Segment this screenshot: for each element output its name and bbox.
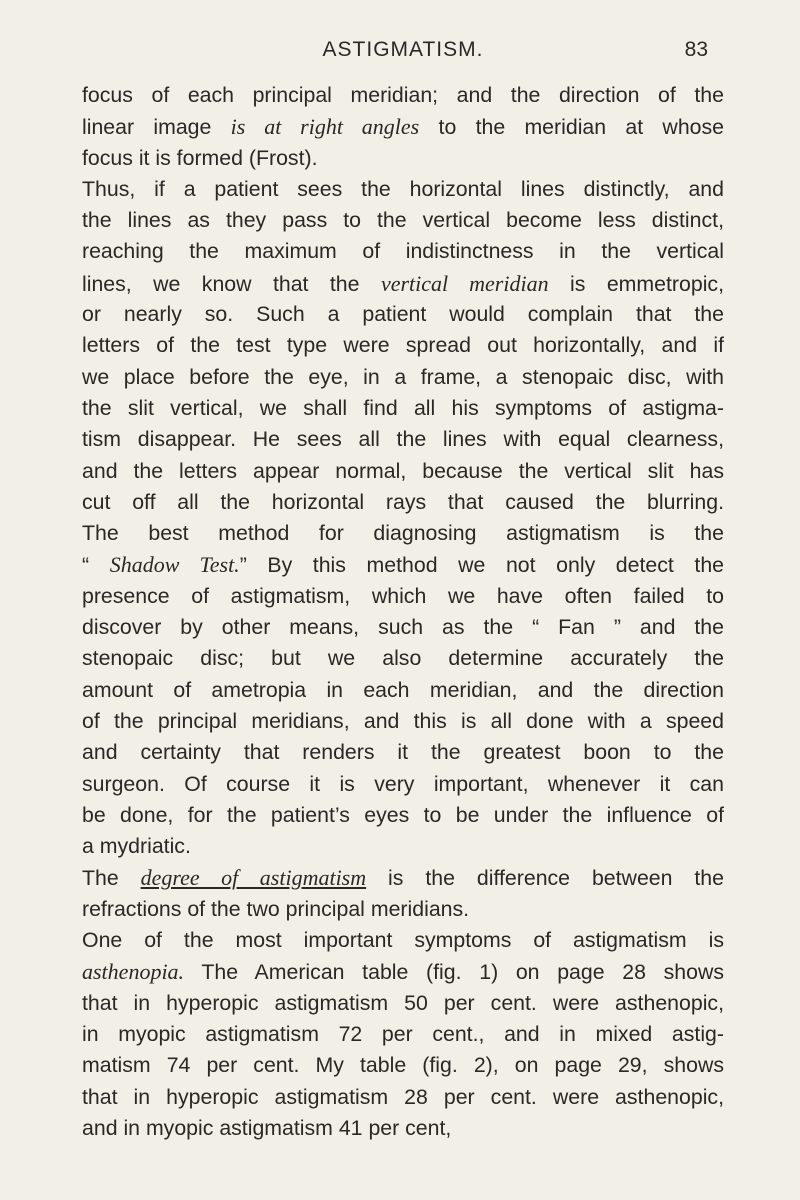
text-run: lines, we know that the [82,271,381,296]
text-line: surgeon. Of course it is very important, whenever it can [82,771,724,796]
text-line: stenopaic disc; but we also determine accurately the [82,646,724,671]
text-run: ” By this method we not only detect the [239,553,724,578]
text-line: amount of ametropia in each meridian, and the direction [82,677,724,702]
text-line: of the principal meridians, and this is all done with a speed [82,708,724,733]
text-line: we place before the eye, in a frame, a stenopaic disc, with [82,364,724,389]
text-run: to the meridian at whose [419,115,724,140]
text-line: matism 74 per cent. My table (fig. 2), on page 29, shows [82,1053,724,1078]
text-run: “ [82,553,110,578]
text-line: and the letters appear normal, because the vertical slit has [82,458,724,483]
text-line: and certainty that renders it the greatest boon to the [82,740,724,765]
page-number: 83 [684,38,708,61]
text-line: focus it is formed (Frost). [82,145,318,170]
text-line: letters of the test type were spread out horizontally, and if [82,333,724,358]
text-line: tism disappear. He sees all the lines with equal clearness, [82,427,724,452]
text-line: the slit vertical, we shall find all his symptoms of astigma- [82,395,724,420]
text-run: is the difference between the [366,866,724,891]
italic-phrase: asthenopia. [82,959,185,985]
text-run: The [82,866,141,891]
text-line: be done, for the patient’s eyes to be under the influence of [82,802,724,827]
text-run: The American table (fig. 1) on page 28 shows [184,960,724,985]
italic-phrase: Shadow Test. [109,552,240,578]
text-line [82,956,724,987]
text-line [82,268,724,299]
text-run: is emmetropic, [548,271,724,296]
text-line: reaching the maximum of indistinctness in the vertical [82,239,724,264]
text-line: and in myopic astigmatism 41 per cent, [82,1115,452,1140]
text-line: discover by other means, such as the “ Fan ” and the [82,615,724,640]
text-line: that in hyperopic astigmatism 28 per cent. were asthenopic, [82,1084,724,1109]
page-header-title: ASTIGMATISM. [322,38,484,61]
text-line: the lines as they pass to the vertical become less distinct, [82,208,724,233]
text-line: The best method for diagnosing astigmatism is the [82,521,724,546]
text-line: in myopic astigmatism 72 per cent., and in mixed astig- [82,1021,724,1046]
text-line: Thus, if a patient sees the horizontal lines distinctly, and [82,176,724,201]
text-line: refractions of the two principal meridians. [82,896,470,921]
italic-phrase: vertical meridian [380,270,549,296]
italic-phrase: is at right angles [230,114,420,140]
text-line: One of the most important symptoms of astigmatism is [82,928,724,953]
text-line: cut off all the horizontal rays that caused the blurring. [82,489,724,514]
text-line: presence of astigmatism, which we have often failed to [82,583,724,608]
italic-phrase: degree of astigmatism [140,865,367,891]
body-text [82,80,724,1144]
text-run: linear image [82,115,231,140]
text-line [82,862,724,893]
text-line: focus of each principal meridian; and the direction of the [82,83,724,107]
text-line [82,111,724,142]
text-line: or nearly so. Such a patient would complain that the [82,302,724,327]
text-line [82,549,724,580]
text-line: a mydriatic. [82,834,191,859]
text-line: that in hyperopic astigmatism 50 per cent. were asthenopic, [82,990,724,1015]
running-head [82,28,724,72]
